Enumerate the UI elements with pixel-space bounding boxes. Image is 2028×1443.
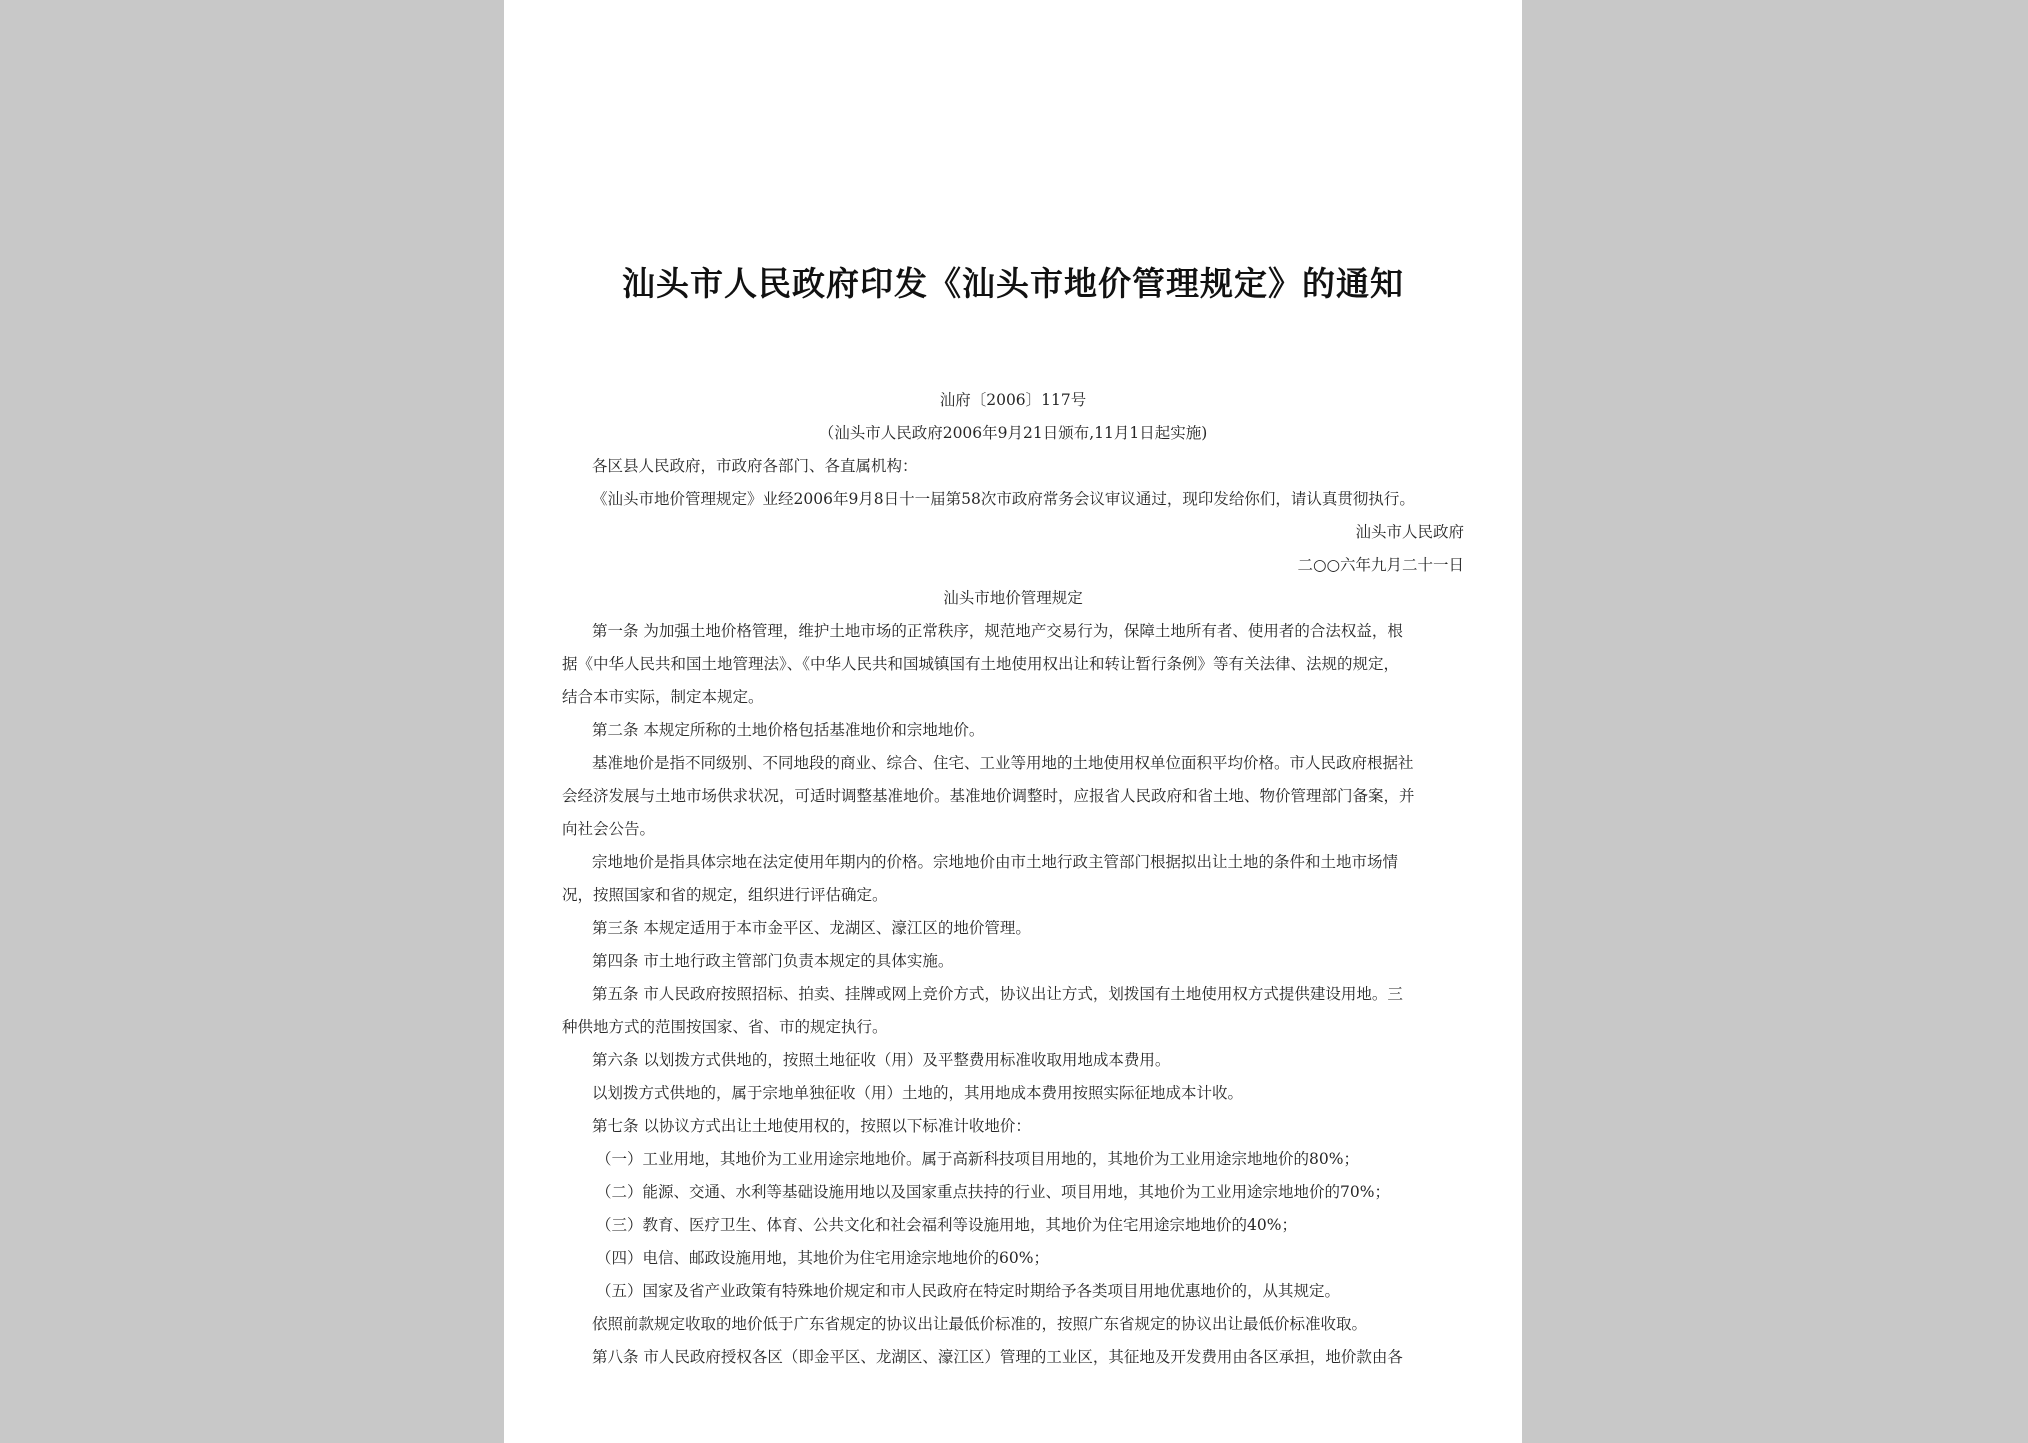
body-line: 况，按照国家和省的规定，组织进行评估确定。 [562,886,888,904]
body-line: 以划拨方式供地的，属于宗地单独征收（用）土地的，其用地成本费用按照实际征地成本计收。 [592,1084,1244,1102]
body-line: （二）能源、交通、水利等基础设施用地以及国家重点扶持的行业、项目用地，其地价为工业用途宗地地价的70%； [596,1183,1390,1201]
body-line: 据《中华人民共和国土地管理法》、《中华人民共和国城镇国有土地使用权出让和转让暂行条例》等有关法律、法规的规定， [562,655,1400,673]
regulation-title: 汕头市地价管理规定 [943,589,1083,607]
body-line: 向社会公告。 [562,820,656,838]
document-number: 汕府〔2006〕117号 [939,391,1087,409]
intro-paragraph: 《汕头市地价管理规定》业经2006年9月8日十一届第58次市政府常务会议审议通过，现印发给你们，请认真贯彻执行。 [592,490,1415,508]
addressee: 各区县人民政府，市政府各部门、各直属机构： [592,457,918,475]
body-line: （一）工业用地，其地价为工业用途宗地地价。属于高新科技项目用地的，其地价为工业用途宗地地价的80%； [596,1150,1359,1168]
body-line: 宗地地价是指具体宗地在法定使用年期内的价格。宗地地价由市土地行政主管部门根据拟出让土地的条件和土地市场情 [592,853,1399,871]
body-line: 种供地方式的范围按国家、省、市的规定执行。 [562,1018,888,1036]
body-line: 第一条 为加强土地价格管理，维护土地市场的正常秩序，规范地产交易行为，保障土地所有者、使用者的合法权益，根 [592,622,1403,640]
body-line: 第七条 以协议方式出让土地使用权的，按照以下标准计收地价： [592,1117,1031,1135]
body-line: 第八条 市人民政府授权各区（即金平区、龙湖区、濠江区）管理的工业区，其征地及开发费用由各区承担，地价款由各 [592,1348,1403,1366]
body-line: （五）国家及省产业政策有特殊地价规定和市人民政府在特定时期给予各类项目用地优惠地价的，从其规定。 [596,1282,1341,1300]
body-line: （四）电信、邮政设施用地，其地价为住宅用途宗地地价的60%； [596,1249,1049,1267]
body-line: 会经济发展与土地市场供求状况，可适时调整基准地价。基准地价调整时，应报省人民政府和省土地、物价管理部门备案，并 [562,787,1415,805]
signature-org: 汕头市人民政府 [1355,523,1464,541]
body-line: 基准地价是指不同级别、不同地段的商业、综合、住宅、工业等用地的土地使用权单位面积平均价格。市人民政府根据社 [592,754,1414,772]
body-line: （三）教育、医疗卫生、体育、公共文化和社会福利等设施用地，其地价为住宅用途宗地地价的40%； [596,1216,1297,1234]
body-line: 依照前款规定收取的地价低于广东省规定的协议出让最低价标准的，按照广东省规定的协议出让最低价标准收取。 [592,1315,1368,1333]
body-line: 第六条 以划拨方式供地的，按照土地征收（用）及平整费用标准收取用地成本费用。 [592,1051,1171,1069]
document-page [504,0,1522,1443]
body-line: 结合本市实际，制定本规定。 [562,688,764,706]
signature-date: 二○○六年九月二十一日 [1297,556,1464,574]
body-line: 第四条 市土地行政主管部门负责本规定的具体实施。 [592,952,954,970]
body-line: 第三条 本规定适用于本市金平区、龙湖区、濠江区的地价管理。 [592,919,1031,937]
document-title: 汕头市人民政府印发《汕头市地价管理规定》的通知 [622,264,1404,303]
body-line: 第二条 本规定所称的土地价格包括基准地价和宗地地价。 [592,721,985,739]
body-line: 第五条 市人民政府按照招标、拍卖、挂牌或网上竞价方式，协议出让方式，划拨国有土地使用权方式提供建设用地。三 [592,985,1403,1003]
issuance-note: （汕头市人民政府2006年9月21日颁布,11月1日起实施) [818,424,1208,442]
